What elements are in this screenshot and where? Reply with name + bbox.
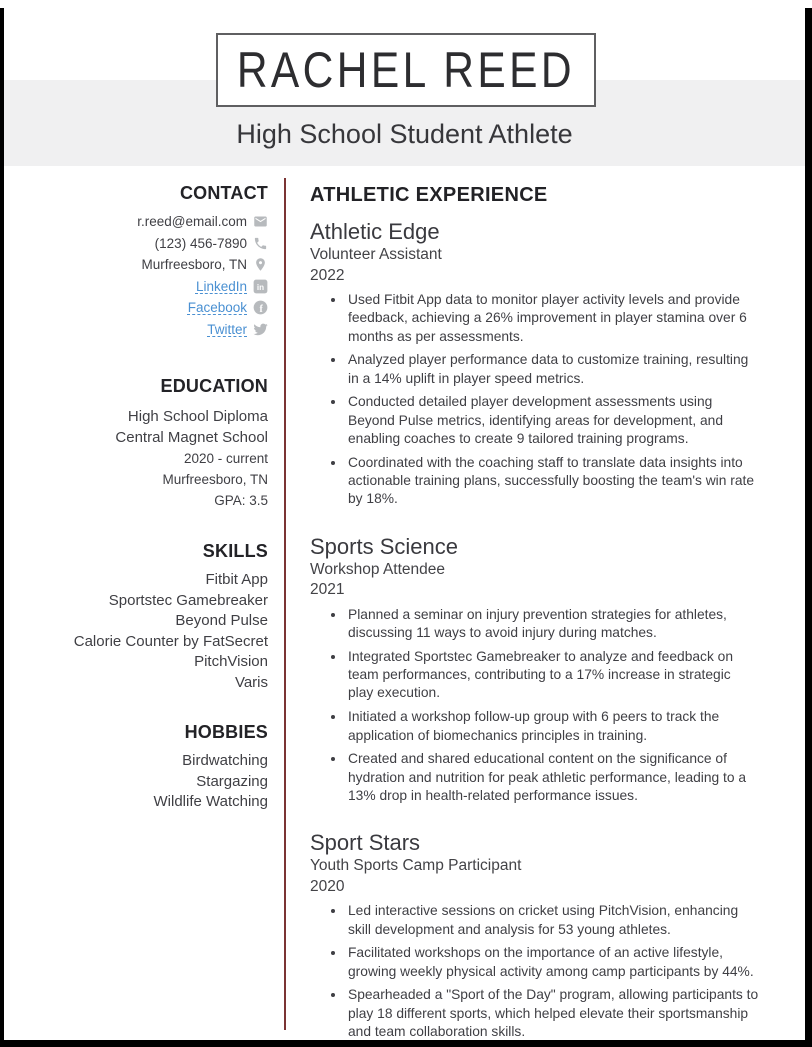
facebook-icon[interactable] bbox=[253, 300, 268, 315]
education-school: Central Magnet School bbox=[115, 429, 268, 446]
bullet: • Led interactive sessions on cricket using PitchVision, enhancing skill development and analysis for 53 young athletes. bbox=[346, 902, 759, 939]
linkedin-icon[interactable] bbox=[253, 279, 268, 294]
sidebar bbox=[4, 178, 284, 1030]
contact-item-facebook bbox=[44, 297, 268, 319]
job-sport-stars bbox=[310, 829, 759, 1041]
job-year: 2021 bbox=[310, 581, 345, 599]
bullet: • Created and shared educational content on the significance of hydration and nutrition for peak athletic performance, leading to a 13% drop in health-related performance issues. bbox=[346, 750, 759, 805]
candidate-name: RACHEL REED bbox=[236, 42, 576, 98]
contact-phone-text: (123) 456-7890 bbox=[154, 235, 247, 251]
contact-item-email bbox=[44, 211, 268, 233]
skills-list bbox=[44, 570, 268, 693]
hobby-item: Wildlife Watching bbox=[153, 793, 268, 810]
job-sports-science bbox=[310, 533, 759, 805]
hobbies-list bbox=[44, 751, 268, 813]
job-title: Youth Sports Camp Participant bbox=[310, 857, 522, 875]
job-athletic-edge bbox=[310, 218, 759, 509]
contact-email-text: r.reed@email.com bbox=[137, 214, 247, 229]
contact-item-phone bbox=[44, 233, 268, 255]
bullet: • Integrated Sportstec Gamebreaker to analyze and feedback on team performances, contributing to a 17% increase in strategic play execution. bbox=[346, 648, 759, 703]
education-heading: EDUCATION bbox=[160, 376, 268, 396]
job-bullets bbox=[310, 291, 759, 509]
job-title: Volunteer Assistant bbox=[310, 246, 442, 263]
education-location: Murfreesboro, TN bbox=[162, 472, 268, 487]
resume-body bbox=[4, 178, 805, 1040]
education-degree: High School Diploma bbox=[127, 408, 268, 425]
location-icon bbox=[253, 257, 268, 272]
job-company: Sports Science bbox=[310, 533, 458, 559]
contact-heading: CONTACT bbox=[179, 183, 268, 203]
job-company: Sport Stars bbox=[310, 830, 421, 856]
linkedin-link[interactable]: LinkedIn bbox=[195, 278, 247, 294]
contact-item-linkedin bbox=[44, 276, 268, 298]
job-title: Workshop Attendee bbox=[310, 560, 445, 578]
education-dates: 2020 - current bbox=[183, 451, 268, 466]
job-year: 2022 bbox=[310, 266, 345, 284]
bullet: • Used Fitbit App data to monitor player activity levels and provide feedback, achieving a 26% improvement in player stamina over 6 months as per assessments. bbox=[346, 291, 759, 346]
contact-location-text: Murfreesboro, TN bbox=[141, 257, 247, 272]
facebook-link[interactable]: Facebook bbox=[187, 300, 247, 315]
education-list bbox=[44, 406, 268, 511]
bullet: • Spearheaded a "Sport of the Day" program, allowing participants to play 18 different sports, which helped elevate their sportsmanship and team collaboration skills. bbox=[346, 986, 759, 1041]
candidate-title: High School Student Athlete bbox=[236, 119, 573, 149]
contact-list bbox=[44, 211, 268, 340]
skill-item: Varis bbox=[234, 673, 268, 691]
bullet: • Initiated a workshop follow-up group with 6 peers to track the application of biomechanics principles in training. bbox=[346, 708, 759, 745]
twitter-icon[interactable] bbox=[253, 322, 268, 337]
bullet: • Facilitated workshops on the importance of an active lifestyle, growing weekly physical activity among camp participants by 44%. bbox=[346, 944, 759, 981]
experience-column bbox=[284, 178, 805, 1040]
skill-item: Calorie Counter by FatSecret bbox=[73, 632, 268, 650]
skills-heading: SKILLS bbox=[202, 541, 268, 561]
skill-item: Fitbit App bbox=[205, 571, 268, 588]
education-gpa: GPA: 3.5 bbox=[214, 493, 268, 508]
skill-item: Sportstec Gamebreaker bbox=[108, 591, 268, 609]
twitter-link[interactable]: Twitter bbox=[207, 321, 247, 337]
experience-heading: ATHLETIC EXPERIENCE bbox=[310, 184, 548, 206]
name-box bbox=[216, 33, 596, 107]
bullet: • Planned a seminar on injury prevention strategies for athletes, discussing 11 ways to avoid injury during matches. bbox=[346, 606, 759, 643]
svg-text:f: f bbox=[259, 304, 263, 316]
job-company: Athletic Edge bbox=[310, 219, 440, 244]
bullet: • Conducted detailed player development assessments using Beyond Pulse metrics, identifying areas for development, and enabling coaches to create 9 tailored training programs. bbox=[346, 393, 759, 448]
contact-item-location bbox=[44, 254, 268, 276]
page-frame-right bbox=[805, 8, 812, 1040]
job-bullets bbox=[310, 902, 759, 1041]
hobby-item: Birdwatching bbox=[182, 752, 268, 769]
skill-item: PitchVision bbox=[194, 653, 268, 670]
phone-icon bbox=[253, 236, 268, 251]
contact-item-twitter bbox=[44, 319, 268, 341]
svg-text:in: in bbox=[256, 282, 265, 292]
job-year: 2020 bbox=[310, 877, 345, 895]
job-bullets bbox=[310, 606, 759, 805]
bullet: • Coordinated with the coaching staff to translate data insights into actionable training plans, successfully boosting the team's win rate by 18%. bbox=[346, 454, 759, 509]
skill-item: Beyond Pulse bbox=[175, 612, 268, 629]
hobby-item: Stargazing bbox=[196, 772, 268, 790]
hobbies-heading: HOBBIES bbox=[184, 722, 268, 742]
bullet: • Analyzed player performance data to customize training, resulting in a 14% uplift in player speed metrics. bbox=[346, 351, 759, 388]
email-icon bbox=[253, 214, 268, 229]
